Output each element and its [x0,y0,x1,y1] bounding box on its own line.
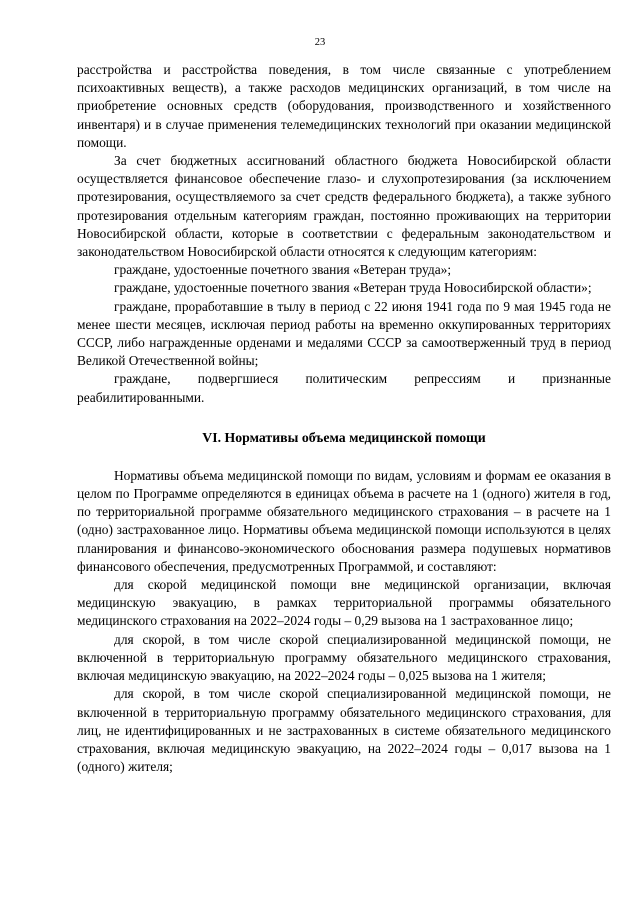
list-item-rehabilitated: граждане, подвергшиеся политическим репрессиям и признанные реабилитированными. [77,371,611,405]
section-heading: VI. Нормативы объема медицинской помощи [202,429,486,445]
list-item-emergency-care-uninsured: для скорой, в том числе скорой специализированной медицинской помощи, не включенной в территориальную программу обязательного медицинского страхования, для лиц, не идентифицированных и не застрахованных в системе обязательного медицинского страхования, включая медицинскую эвакуацию, на 2022–2024 годы – 0,017 вызова на 1 (одного) жителя; [77,686,611,775]
list-item-labor-veteran: граждане, удостоенные почетного звания «Ветеран труда»; [114,262,452,278]
list-item-emergency-care-oms: для скорой медицинской помощи вне медицинской организации, включая медицинскую эвакуацию, в рамках территориальной программы обязательного медицинского страхования на 2022–2024 годы – 0,29 вызова на 1 застрахованное лицо; [77,577,611,629]
paragraph-continuation: расстройства и расстройства поведения, в том числе связанные с употреблением психоактивных веществ), а также расходов медицинских организаций, в том числе на приобретение основных средств (оборудования, производственного и хозяйственного инвентаря) и в случае применения телемедицинских технологий при оказании медицинской помощи. [77,62,611,150]
page-content [77,61,611,776]
list-item-labor-veteran-nso: граждане, удостоенные почетного звания «Ветеран труда Новосибирской области»; [114,280,592,296]
list-item-home-front-workers: граждане, проработавшие в тылу в период с 22 июня 1941 года по 9 мая 1945 года не менее шести месяцев, исключая период работы на временно оккупированных территориях СССР, либо награжденные орденами и медалями СССР за самоотверженный труд в период Великой Отечественной войны; [77,298,611,369]
page-number: 23 [314,37,326,48]
paragraph-budget-financing: За счет бюджетных ассигнований областного бюджета Новосибирской области осуществляется финансовое обеспечение глазо- и слухопротезирования (за исключением протезирования, осуществляемого за счет средств федерального бюджета), а также зубного протезирования отдельным категориям граждан, постоянно проживающих на территории Новосибирской области, которые в соответствии с федеральным законодательством и законодательством Новосибирской области относятся к следующим категориям: [77,153,611,260]
list-item-emergency-care-non-oms: для скорой, в том числе скорой специализированной медицинской помощи, не включенной в территориальную программу обязательного медицинского страхования, включая медицинскую эвакуацию, на 2022–2024 годы – 0,025 вызова на 1 жителя; [77,631,611,684]
paragraph-volume-norms-intro: Нормативы объема медицинской помощи по видам, условиям и формам ее оказания в целом по Программе определяются в единицах объема в расчете на 1 (одного) жителя в год, по территориальной программе обязательного медицинского страхования – в расчете на 1 (одно) застрахованное лицо. Нормативы объема медицинской помощи используются в целях планирования и финансово-экономического обоснования размера подушевых нормативов финансового обеспечения, предусмотренных Программой, и составляют: [77,467,611,574]
